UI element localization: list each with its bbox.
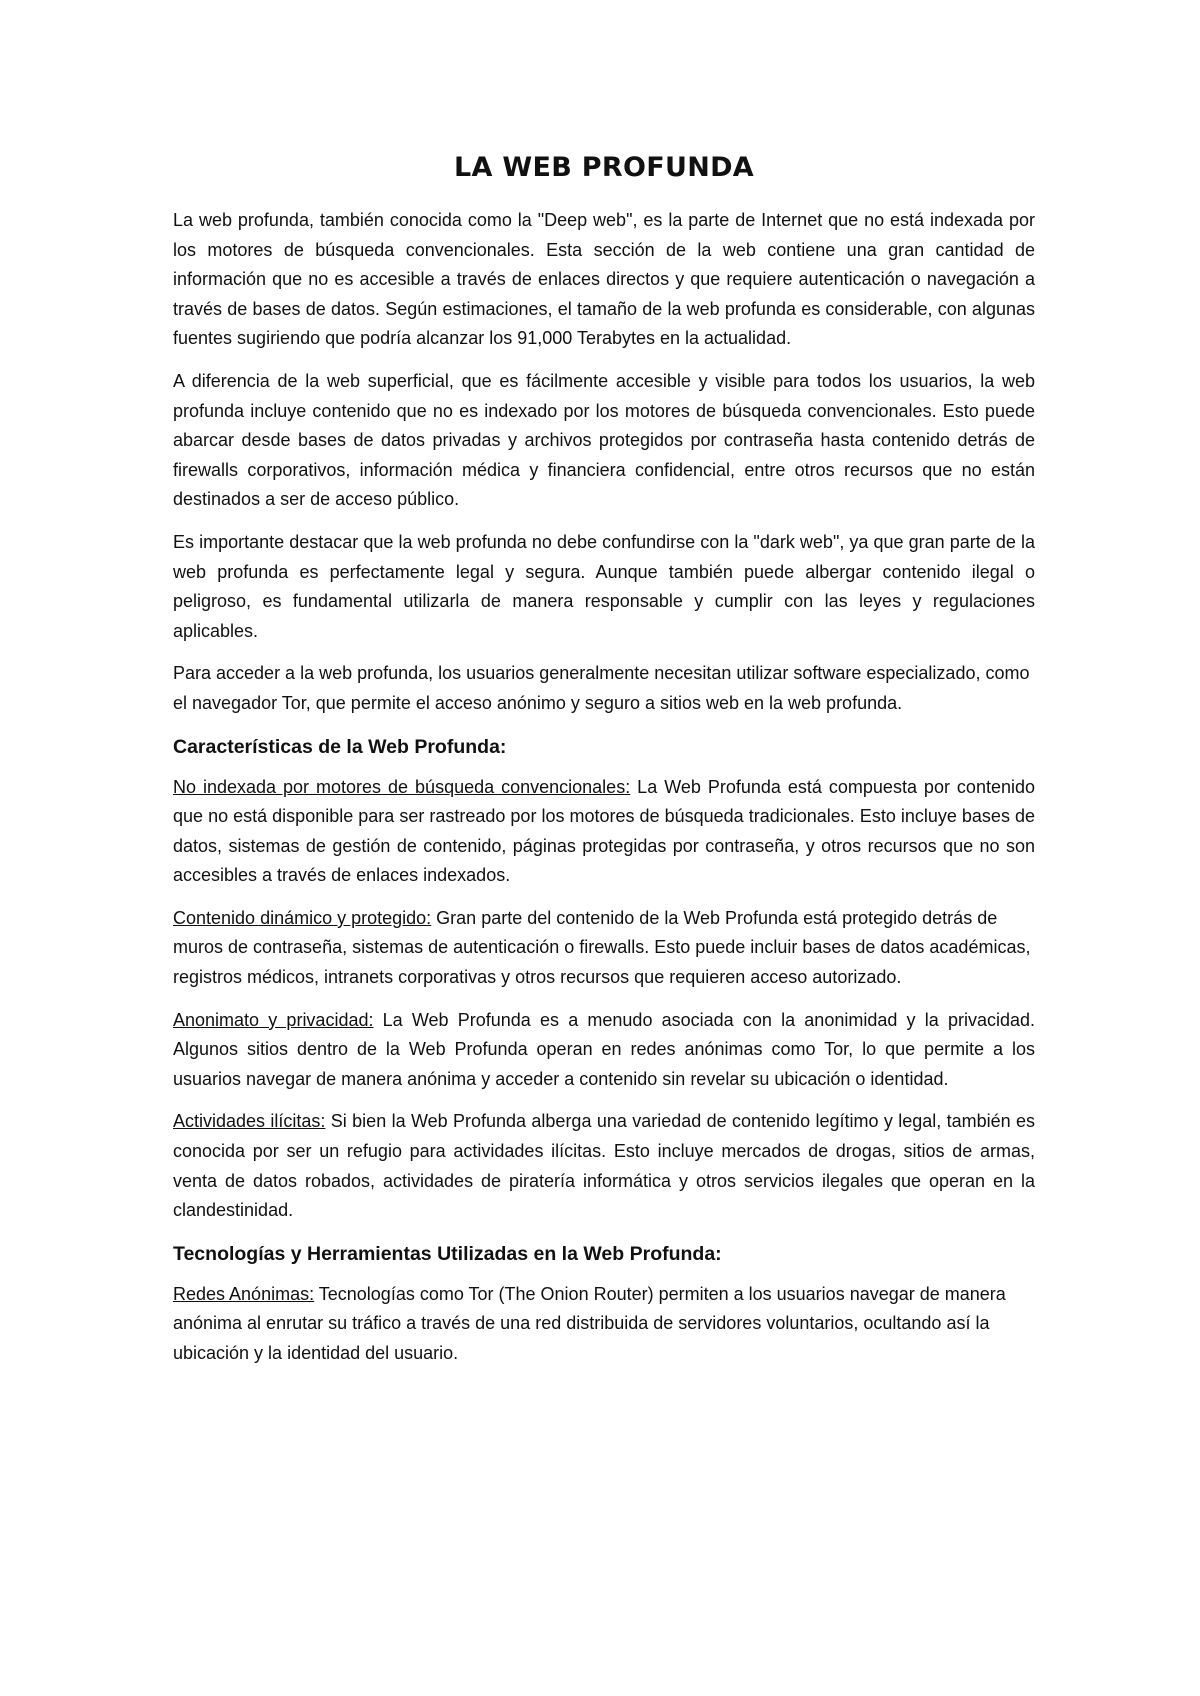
characteristic-item-3 bbox=[173, 1006, 1035, 1095]
characteristic-lead-3: Anonimato y privacidad: bbox=[173, 1009, 374, 1030]
technology-text-1: Tecnologías como Tor (The Onion Router) permiten a los usuarios navegar de manera anónima al enrutar su tráfico a través de una red distribuida de servidores voluntarios, ocultando así la ubicación y la identidad del usuario. bbox=[173, 1283, 1006, 1363]
characteristic-text-4: Si bien la Web Profunda alberga una variedad de contenido legítimo y legal, también es conocida por ser un refugio para actividades ilícitas. Esto incluye mercados de drogas, sitios de armas, venta de datos robados, actividades de piratería informática y otros servicios ilegales que operan en la clandestinidad. bbox=[173, 1111, 1036, 1221]
technology-item-1 bbox=[173, 1280, 1035, 1369]
characteristic-item-2 bbox=[173, 904, 1035, 993]
section-heading-characteristics: Características de la Web Profunda: bbox=[173, 735, 507, 758]
intro-paragraph-2: A diferencia de la web superficial, que es fácilmente accesible y visible para todos los usuarios, la web profunda incluye contenido que no es indexado por los motores de búsqueda convencionales. Esto puede abarcar desde bases de datos privadas y archivos protegidos por contraseña hasta contenido detrás de firewalls corporativos, información médica y financiera confidencial, entre otros recursos que no están destinados a ser de acceso público. bbox=[173, 370, 1035, 510]
section-heading-technologies: Tecnologías y Herramientas Utilizadas en la Web Profunda: bbox=[173, 1242, 722, 1265]
characteristic-lead-1: No indexada por motores de búsqueda convencionales: bbox=[173, 776, 631, 797]
characteristic-lead-4: Actividades ilícitas: bbox=[173, 1111, 326, 1132]
intro-paragraph-1: La web profunda, también conocida como la "Deep web", es la parte de Internet que no está indexada por los motores de búsqueda convencionales. Esta sección de la web contiene una gran cantidad de información que no es accesible a través de enlaces directos y que requiere autenticación o navegación a través de bases de datos. Según estimaciones, el tamaño de la web profunda es considerable, con algunas fuentes sugiriendo que podría alcanzar los 91,000 Terabytes en la actualidad. bbox=[173, 210, 1035, 349]
characteristic-item-4 bbox=[173, 1107, 1035, 1225]
document-title: LA WEB PROFUNDA bbox=[453, 152, 754, 183]
characteristic-text-1: La Web Profunda está compuesta por contenido que no está disponible para ser rastreado por los motores de búsqueda tradicionales. Esto incluye bases de datos, sistemas de gestión de contenido, páginas protegidas por contraseña, y otros recursos que no son accesibles a través de enlaces indexados. bbox=[173, 776, 1035, 886]
characteristic-text-3: La Web Profunda es a menudo asociada con la anonimidad y la privacidad. Algunos sitios dentro de la Web Profunda operan en redes anónimas como Tor, lo que permite a los usuarios navegar de manera anónima y acceder a contenido sin revelar su ubicación o identidad. bbox=[173, 1009, 1035, 1089]
technology-lead-1: Redes Anónimas: bbox=[173, 1283, 315, 1304]
document-page bbox=[173, 150, 1035, 1382]
characteristic-item-1 bbox=[173, 773, 1035, 891]
characteristic-text-2: Gran parte del contenido de la Web Profunda está protegido detrás de muros de contraseña, sistemas de autenticación o firewalls. Esto puede incluir bases de datos académicas, registros médicos, intranets corporativas y otros recursos que requieren acceso autorizado. bbox=[173, 907, 1031, 988]
intro-paragraph-3: Es importante destacar que la web profunda no debe confundirse con la "dark web", ya que gran parte de la web profunda es perfectamente legal y segura. Aunque también puede albergar contenido ilegal o peligroso, es fundamental utilizarla de manera responsable y cumplir con las leyes y regulaciones aplicables. bbox=[173, 531, 1035, 641]
characteristic-lead-2: Contenido dinámico y protegido: bbox=[173, 907, 432, 928]
intro-paragraph-4: Para acceder a la web profunda, los usuarios generalmente necesitan utilizar software especializado, como el navegador Tor, que permite el acceso anónimo y seguro a sitios web en la web profunda. bbox=[173, 663, 1030, 713]
